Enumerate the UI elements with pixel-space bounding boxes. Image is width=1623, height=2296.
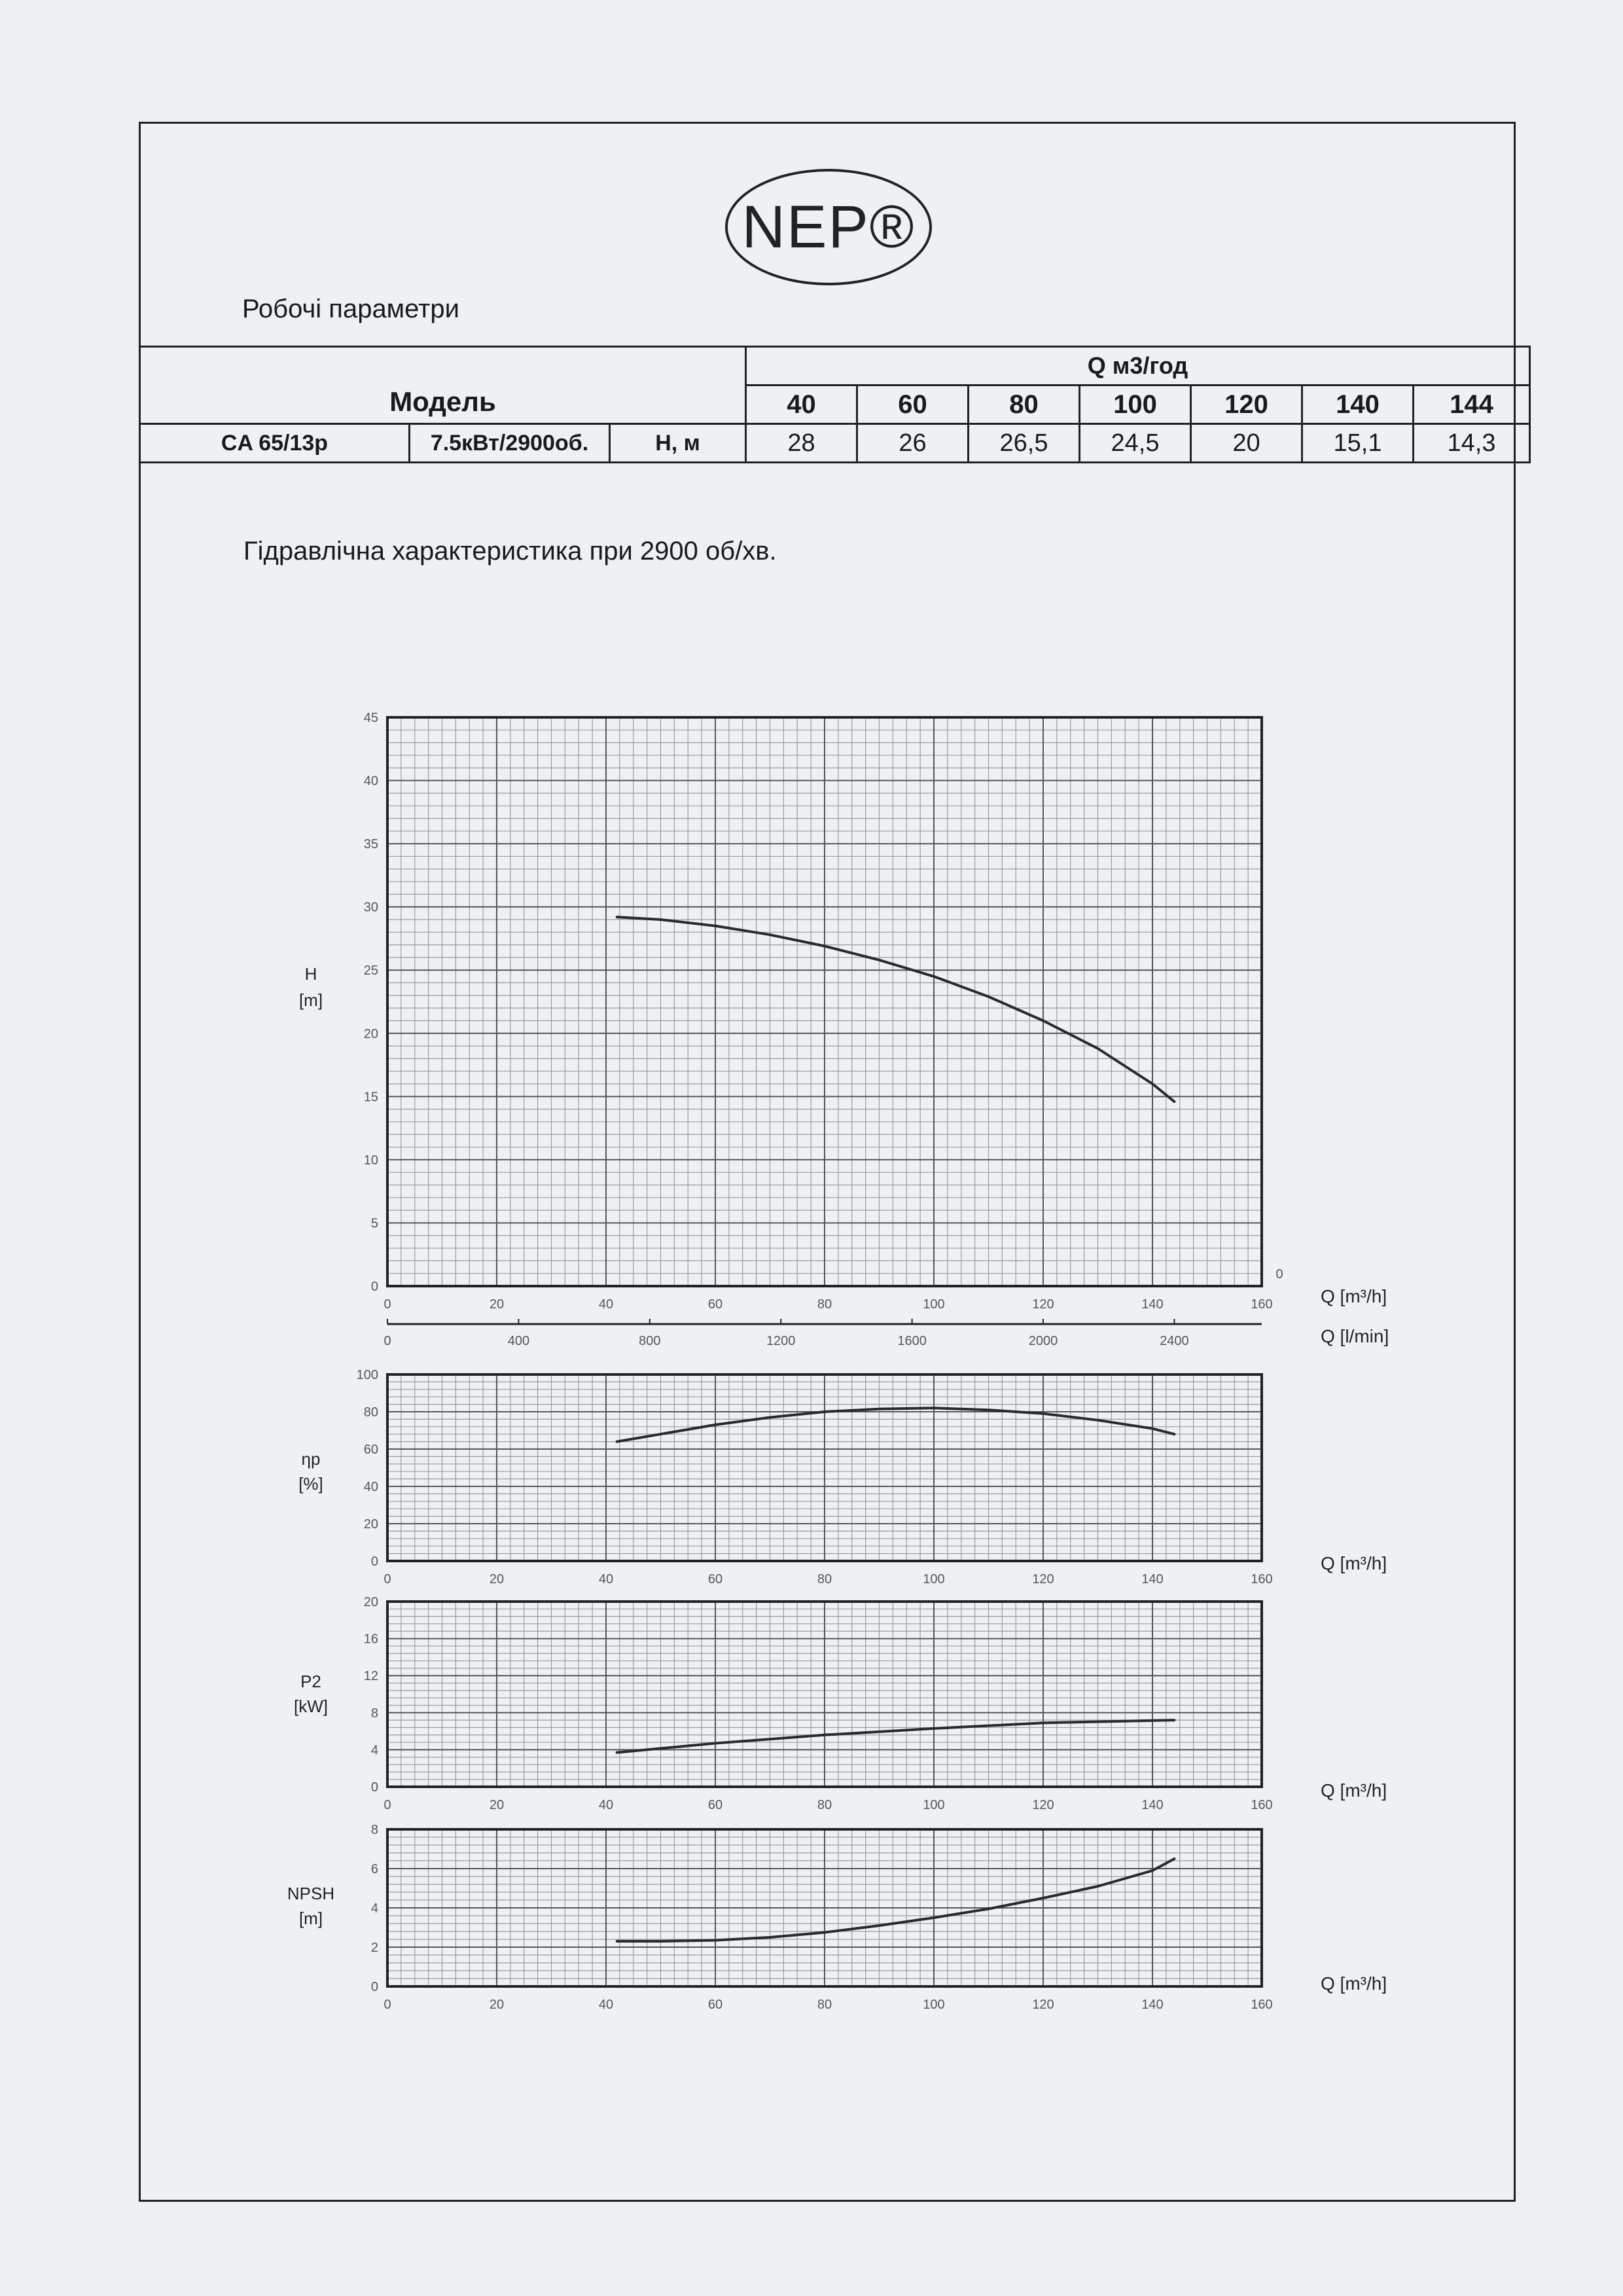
x-axis-label: Q [m³/h] [1321,1286,1387,1306]
x-tick-label: 20 [489,1998,505,2012]
y-axis-unit: [kW] [294,1696,328,1716]
x-tick-label: 40 [598,1572,614,1587]
q-value: 120 [1191,386,1302,424]
params-title: Робочі параметри [242,295,460,323]
x-tick-label: 100 [923,1798,945,1812]
y-tick-label: 20 [363,1595,378,1609]
x2-tick-label: 1200 [766,1334,796,1348]
param-cell: H, м [610,424,746,463]
x-tick-label: 160 [1251,1572,1273,1587]
y-tick-label: 8 [370,1823,378,1837]
y-tick-label: 100 [356,1368,378,1382]
y-tick-label: 20 [363,1517,378,1532]
x-tick-label: 80 [817,1798,832,1812]
chart-npsh [287,1823,1387,2012]
chart-power [294,1595,1387,1812]
y-axis-label: P2 [300,1672,321,1691]
h-value: 24,5 [1080,424,1191,463]
q-value: 60 [857,386,969,424]
x-tick-label: 100 [923,1297,945,1312]
x-tick-label: 60 [707,1572,723,1587]
q-value: 40 [746,386,857,424]
x-tick-label: 140 [1141,1297,1164,1312]
h-value: 26,5 [969,424,1080,463]
x2-tick-label: 1600 [897,1334,927,1348]
x2-tick-label: 400 [507,1334,530,1348]
curve-power [617,1720,1175,1753]
y-tick-label: 8 [370,1706,378,1721]
q-value: 80 [969,386,1080,424]
y-tick-label: 25 [363,963,378,978]
y-axis-label: ηp [301,1449,321,1469]
x-tick-label: 40 [598,1297,614,1312]
h-value: 14,3 [1414,424,1530,463]
x-tick-label: 140 [1141,1798,1164,1812]
y-axis-unit: [%] [298,1474,323,1494]
h-value: 20 [1191,424,1302,463]
q-value: 100 [1080,386,1191,424]
y-axis-label: H [304,964,317,984]
x-tick-label: 100 [923,1998,945,2012]
x-tick-label: 0 [383,1297,391,1312]
x-tick-label: 140 [1141,1572,1164,1587]
y-tick-label: 0 [370,1280,378,1294]
y-tick-label: 10 [363,1153,378,1168]
y-tick-label: 80 [363,1405,378,1420]
x-tick-label: 0 [383,1998,391,2012]
y-tick-label: 20 [363,1026,378,1041]
x2-tick-label: 2000 [1028,1334,1058,1348]
q-value: 144 [1414,386,1530,424]
x-tick-label: 80 [817,1998,832,2012]
x-tick-label: 40 [598,1798,614,1812]
x-tick-label: 20 [489,1572,505,1587]
x-tick-label: 160 [1251,1798,1273,1812]
chart-head [299,711,1389,1348]
y-tick-label: 16 [363,1632,378,1647]
hydraulic-title: Гідравлічна характеристика при 2900 об/хв. [243,537,777,565]
y-axis-unit: [m] [298,990,323,1010]
chart-efficiency [298,1368,1387,1587]
corner-zero-label: 0 [1275,1267,1283,1282]
x2-tick-label: 0 [383,1334,391,1348]
x-tick-label: 60 [707,1798,723,1812]
x-tick-label: 120 [1032,1297,1054,1312]
x-axis-label: Q [m³/h] [1321,1553,1387,1573]
x-tick-label: 60 [707,1998,723,2012]
x-tick-label: 0 [383,1798,391,1812]
y-tick-label: 40 [363,1480,378,1494]
y-tick-label: 0 [370,1780,378,1795]
x-tick-label: 120 [1032,1998,1054,2012]
x-tick-label: 40 [598,1998,614,2012]
x2-axis-label: Q [l/min] [1321,1326,1389,1346]
y-tick-label: 15 [363,1090,378,1105]
y-tick-label: 30 [363,900,378,915]
y-tick-label: 12 [363,1669,378,1684]
x-tick-label: 20 [489,1798,505,1812]
h-value: 15,1 [1302,424,1414,463]
y-tick-label: 45 [363,711,378,725]
x-tick-label: 0 [383,1572,391,1587]
q-value: 140 [1302,386,1414,424]
x-tick-label: 80 [817,1297,832,1312]
x-tick-label: 140 [1141,1998,1164,2012]
x-tick-label: 60 [707,1297,723,1312]
x-tick-label: 160 [1251,1297,1273,1312]
h-value: 28 [746,424,857,463]
y-tick-label: 4 [370,1901,378,1916]
y-tick-label: 6 [370,1862,378,1876]
x2-tick-label: 800 [639,1334,661,1348]
y-axis-unit: [m] [298,1909,323,1928]
y-tick-label: 2 [370,1941,378,1955]
y-tick-label: 4 [370,1743,378,1758]
y-tick-label: 60 [363,1443,378,1457]
y-tick-label: 5 [370,1216,378,1231]
y-tick-label: 0 [370,1980,378,1994]
x-tick-label: 80 [817,1572,832,1587]
motor-cell: 7.5кВт/2900об. [410,424,610,463]
curve-efficiency [617,1408,1175,1441]
logo-text: NEP® [741,193,916,260]
y-tick-label: 0 [370,1554,378,1569]
model-cell: CA 65/13p [140,424,410,463]
y-tick-label: 40 [363,774,378,789]
x-axis-label: Q [m³/h] [1321,1973,1387,1994]
x-tick-label: 20 [489,1297,505,1312]
x-tick-label: 100 [923,1572,945,1587]
x2-tick-label: 2400 [1160,1334,1189,1348]
x-tick-label: 120 [1032,1572,1054,1587]
y-tick-label: 35 [363,837,378,852]
q-header: Q м3/год [746,347,1530,386]
x-axis-label: Q [m³/h] [1321,1780,1387,1801]
y-axis-label: NPSH [287,1884,335,1903]
h-value: 26 [857,424,969,463]
model-header: Модель [140,347,746,424]
x-tick-label: 120 [1032,1798,1054,1812]
x-tick-label: 160 [1251,1998,1273,2012]
